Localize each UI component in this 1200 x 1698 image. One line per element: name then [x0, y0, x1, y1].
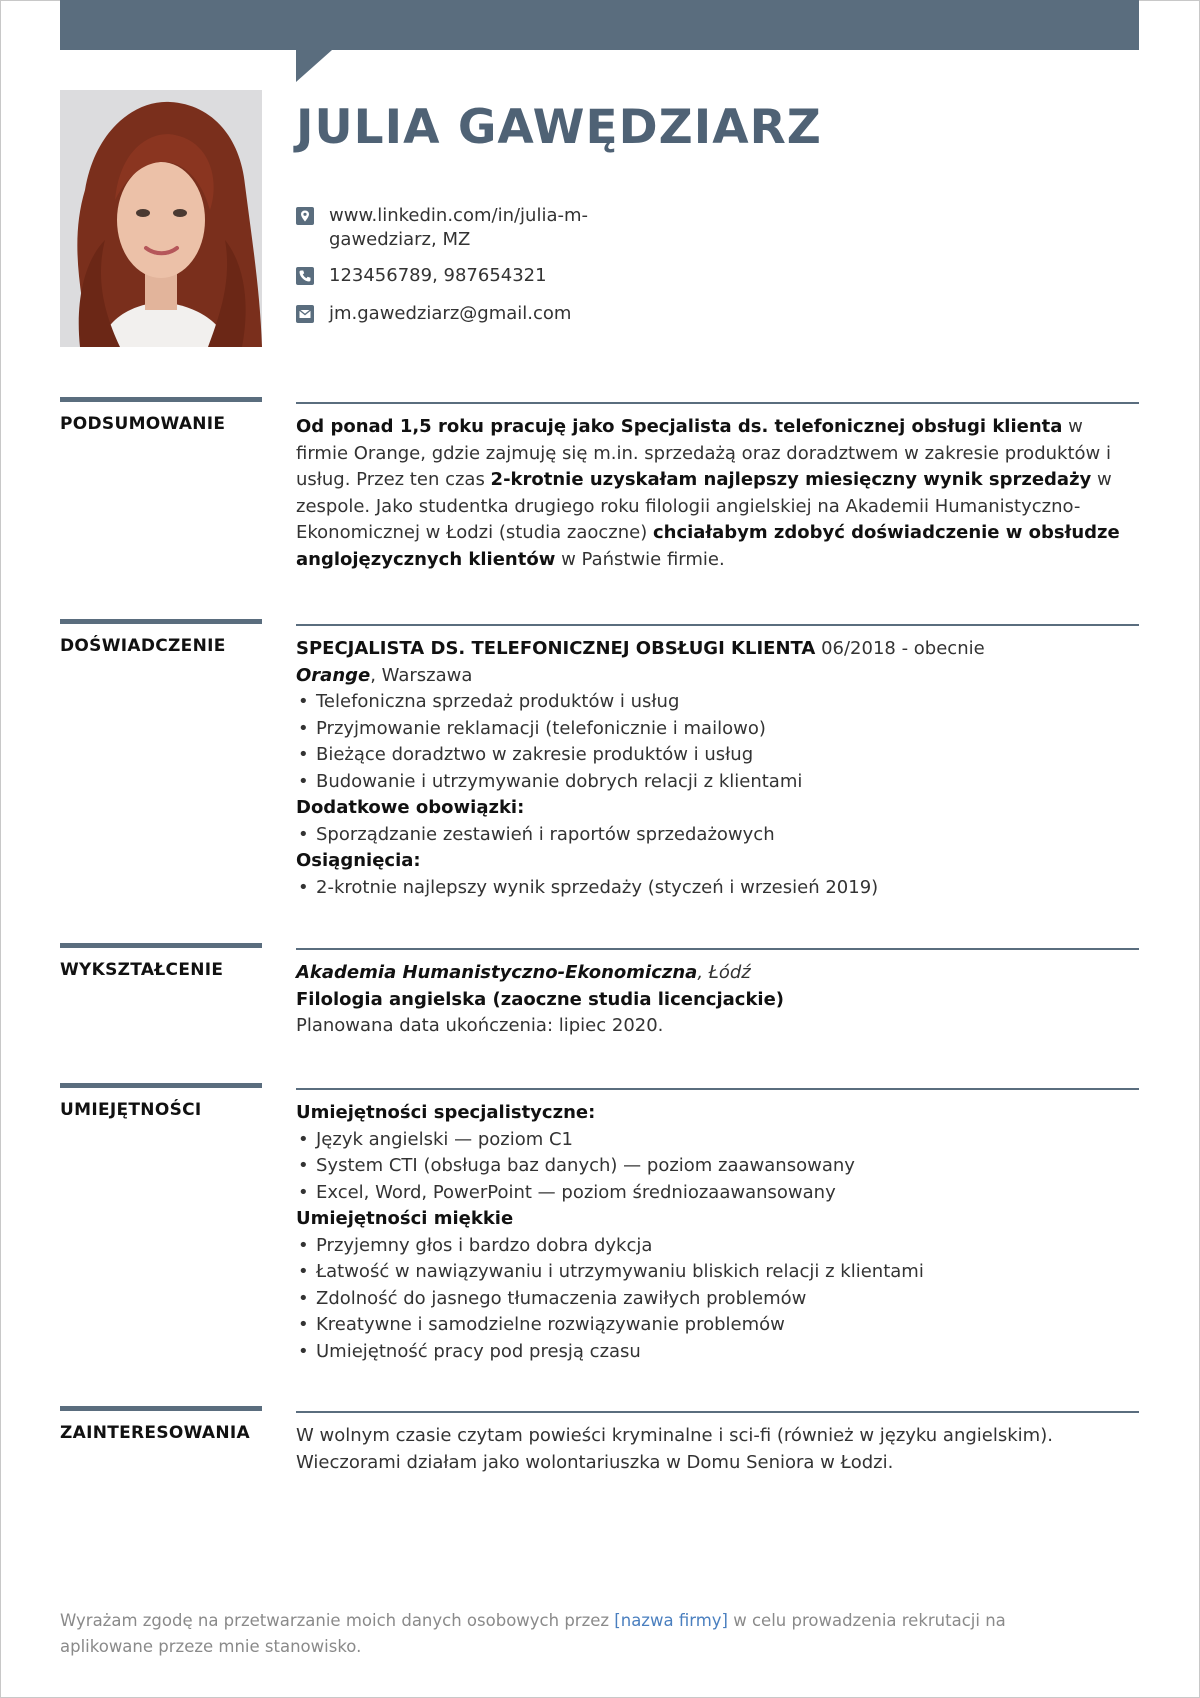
- list-item: • Łatwość w nawiązywaniu i utrzymywaniu bliskich relacji z klientami: [296, 1259, 1139, 1286]
- extra-duties-list: [296, 822, 1139, 849]
- summary-bar: [60, 397, 262, 402]
- summary-highlight-1: Od ponad 1,5 roku pracuję jako Specjalista ds. telefonicznej obsługi klienta: [296, 416, 1063, 437]
- skills-divider: [296, 1088, 1139, 1090]
- banner-notch: [296, 50, 332, 82]
- interests-content: [296, 1423, 1139, 1476]
- skills-title: UMIEJĘTNOŚCI: [60, 1100, 202, 1120]
- contact-email-text[interactable]: jm.gawedziarz@gmail.com: [329, 303, 572, 324]
- experience-bar: [60, 619, 262, 624]
- consent-text-before: Wyrażam zgodę na przetwarzanie moich danych osobowych przez: [60, 1611, 615, 1630]
- duties-list: [296, 689, 1139, 795]
- company-name-placeholder: [nazwa firmy]: [614, 1611, 728, 1630]
- candidate-name: JULIA GAWĘDZIARZ: [296, 100, 822, 155]
- company-city: , Warszawa: [370, 664, 473, 686]
- envelope-icon: [296, 305, 314, 323]
- hard-skills-list: [296, 1127, 1139, 1207]
- interests-title: ZAINTERESOWANIA: [60, 1423, 250, 1443]
- education-divider: [296, 948, 1139, 950]
- list-item: • System CTI (obsługa baz danych) — poziom zaawansowany: [296, 1153, 1139, 1180]
- summary-text-6: w Państwie firmie.: [555, 548, 725, 570]
- achievements-heading: Osiągnięcia:: [296, 850, 421, 871]
- school-city: , Łódź: [697, 962, 751, 983]
- location-pin-icon: [296, 207, 314, 225]
- education-content: [296, 960, 1139, 1040]
- list-item: • Przyjmowanie reklamacji (telefonicznie i mailowo): [296, 716, 1139, 743]
- summary-highlight-3: chciałabym zdobyć doświadczenie w obsłudze anglojęzycznych klientów: [296, 522, 1120, 570]
- list-item: • Budowanie i utrzymywanie dobrych relacji z klientami: [296, 769, 1139, 796]
- summary-text: [296, 414, 1139, 573]
- job-title: SPECJALISTA DS. TELEFONICZNEJ OBSŁUGI KLIENTA: [296, 638, 816, 659]
- experience-divider: [296, 624, 1139, 626]
- soft-skills-list: [296, 1233, 1139, 1366]
- contact-location-text: www.linkedin.com/in/julia-m-gawedziarz, MZ: [329, 205, 589, 250]
- list-item: • Język angielski — poziom C1: [296, 1127, 1139, 1154]
- list-item: • Zdolność do jasnego tłumaczenia zawiłych problemów: [296, 1286, 1139, 1313]
- contact-email[interactable]: [296, 302, 656, 328]
- interests-divider: [296, 1411, 1139, 1413]
- list-item: • Excel, Word, PowerPoint — poziom średniozaawansowany: [296, 1180, 1139, 1207]
- contact-phone: [296, 264, 656, 290]
- summary-title: PODSUMOWANIE: [60, 414, 226, 434]
- list-item: • Przyjemny głos i bardzo dobra dykcja: [296, 1233, 1139, 1260]
- skills-content: [296, 1100, 1139, 1365]
- summary-text-2: w firmie Orange, gdzie zajmuję się m.in. sprzedażą oraz doradztwem w zakresie produktów i usług. Przez ten czas: [296, 416, 1111, 490]
- experience-content: [296, 636, 1139, 901]
- education-bar: [60, 943, 262, 948]
- phone-icon: [296, 267, 314, 285]
- consent-text-after: w celu prowadzenia rekrutacji na aplikowane przeze mnie stanowisko.: [60, 1611, 1006, 1656]
- hard-skills-heading: Umiejętności specjalistyczne:: [296, 1102, 596, 1123]
- interests-bar: [60, 1406, 262, 1411]
- list-item: • Umiejętność pracy pod presją czasu: [296, 1339, 1139, 1366]
- list-item: • 2-krotnie najlepszy wynik sprzedaży (styczeń i wrzesień 2019): [296, 875, 1139, 902]
- top-banner: [60, 0, 1139, 50]
- graduation-date: Planowana data ukończenia: lipiec 2020.: [296, 1015, 664, 1036]
- gdpr-consent-clause: [60, 1608, 1070, 1660]
- list-item: • Kreatywne i samodzielne rozwiązywanie problemów: [296, 1312, 1139, 1339]
- interests-text: W wolnym czasie czytam powieści kryminalne i sci-fi (również w języku angielskim). Wieczorami działam jako wolontariuszka w Domu Seniora w Łodzi.: [296, 1425, 1053, 1473]
- profile-photo-image: [60, 90, 262, 347]
- education-title: WYKSZTAŁCENIE: [60, 960, 224, 980]
- achievements-list: [296, 875, 1139, 902]
- summary-highlight-2: 2-krotnie uzyskałam najlepszy miesięczny wynik sprzedaży: [490, 469, 1092, 490]
- extra-duties-heading: Dodatkowe obowiązki:: [296, 797, 525, 818]
- school-name: Akademia Humanistyczno-Ekonomiczna: [296, 962, 698, 983]
- profile-photo: [60, 90, 262, 347]
- soft-skills-heading: Umiejętności miękkie: [296, 1208, 514, 1229]
- experience-title: DOŚWIADCZENIE: [60, 636, 226, 656]
- list-item: • Sporządzanie zestawień i raportów sprzedażowych: [296, 822, 1139, 849]
- company-name: Orange: [296, 664, 371, 686]
- contact-phone-text: 123456789, 987654321: [329, 265, 547, 286]
- skills-bar: [60, 1083, 262, 1088]
- job-dates: 06/2018 - obecnie: [815, 638, 985, 659]
- program-name: Filologia angielska (zaoczne studia licencjackie): [296, 988, 785, 1010]
- contact-location: [296, 204, 656, 254]
- list-item: • Telefoniczna sprzedaż produktów i usług: [296, 689, 1139, 716]
- list-item: • Bieżące doradztwo w zakresie produktów i usług: [296, 742, 1139, 769]
- summary-text-4: w zespole. Jako studentka drugiego roku filologii angielskiej na Akademii Humanistyczno-Ekonomicznej w Łodzi (studia zaoczne): [296, 469, 1112, 543]
- summary-divider: [296, 402, 1139, 404]
